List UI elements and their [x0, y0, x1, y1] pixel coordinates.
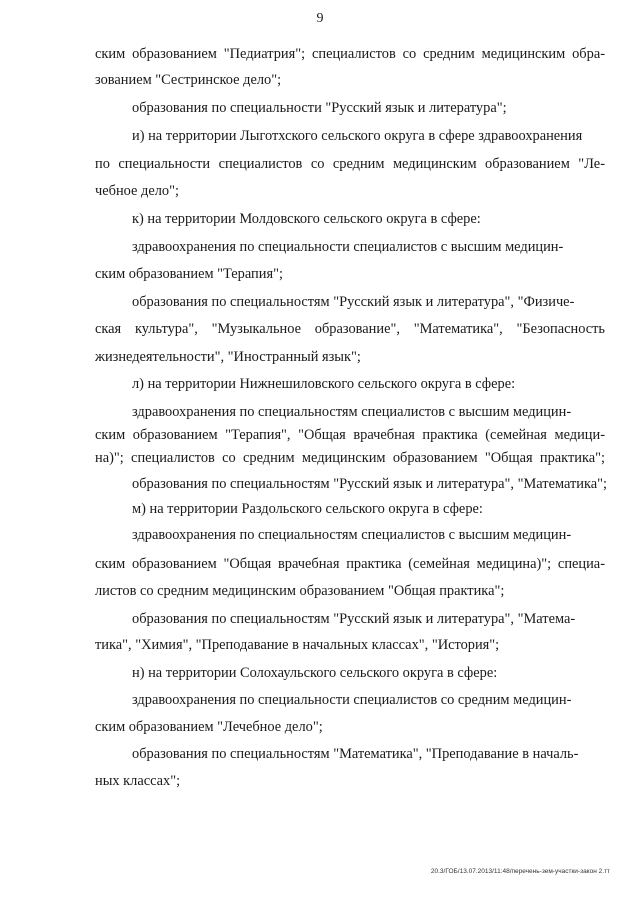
text-line: чебное дело"; — [95, 183, 179, 199]
page-number: 9 — [316, 11, 324, 26]
text-line: на)"; специалистов со средним медицинским образованием "Общая практика"; — [95, 450, 605, 466]
text-line: к) на территории Молдовского сельского округа в сфере: — [132, 211, 481, 227]
text-line: жизнедеятельности", "Иностранный язык"; — [95, 349, 361, 365]
text-line: ская культура", "Музыкальное образование", "Математика", "Безопасность — [95, 321, 605, 337]
document-footer-stamp: 20.3/ГОБ/13.07.2013/11:48/перечень-зем-участки-закон 2.тт — [430, 868, 610, 875]
text-line: образования по специальностям "Русский язык и литература", "Матема- — [132, 611, 576, 627]
text-line: ским образованием "Терапия"; — [95, 266, 283, 282]
text-line: образования по специальности "Русский язык и литература"; — [132, 100, 507, 116]
text-line: здравоохранения по специальностям специалистов с высшим медицин- — [132, 404, 572, 420]
text-line: ским образованием "Терапия", "Общая врачебная практика (семейная медици- — [95, 427, 605, 443]
text-line: листов со средним медицинским образованием "Общая практика"; — [95, 583, 505, 599]
text-line: здравоохранения по специальности специалистов со средним медицин- — [132, 692, 572, 708]
text-line: образования по специальностям "Русский язык и литература", "Математика"; — [132, 476, 608, 492]
text-line: образования по специальностям "Русский язык и литература", "Физиче- — [132, 294, 575, 310]
text-line: здравоохранения по специальности специалистов с высшим медицин- — [132, 239, 564, 255]
text-line: ных классах"; — [95, 773, 181, 789]
text-line: здравоохранения по специальностям специалистов с высшим медицин- — [132, 527, 572, 543]
text-line: н) на территории Солохаульского сельского округа в сфере: — [132, 665, 498, 681]
text-line: л) на территории Нижнешиловского сельского округа в сфере: — [132, 376, 516, 392]
text-line: ским образованием "Педиатрия"; специалистов со средним медицинским обра- — [95, 46, 605, 62]
text-line: зованием "Сестринское дело"; — [95, 72, 282, 88]
text-line: и) на территории Лыготхского сельского округа в сфере здравоохранения — [132, 128, 583, 144]
text-line: тика", "Химия", "Преподавание в начальных классах", "История"; — [95, 637, 500, 653]
text-line: по специальности специалистов со средним медицинским образованием "Ле- — [95, 156, 605, 172]
text-line: ским образованием "Общая врачебная практика (семейная медицина)"; специа- — [95, 556, 605, 572]
text-line: образования по специальностям "Математика", "Преподавание в началь- — [132, 746, 579, 762]
text-line: ским образованием "Лечебное дело"; — [95, 719, 323, 735]
text-line: м) на территории Раздольского сельского округа в сфере: — [132, 501, 483, 517]
